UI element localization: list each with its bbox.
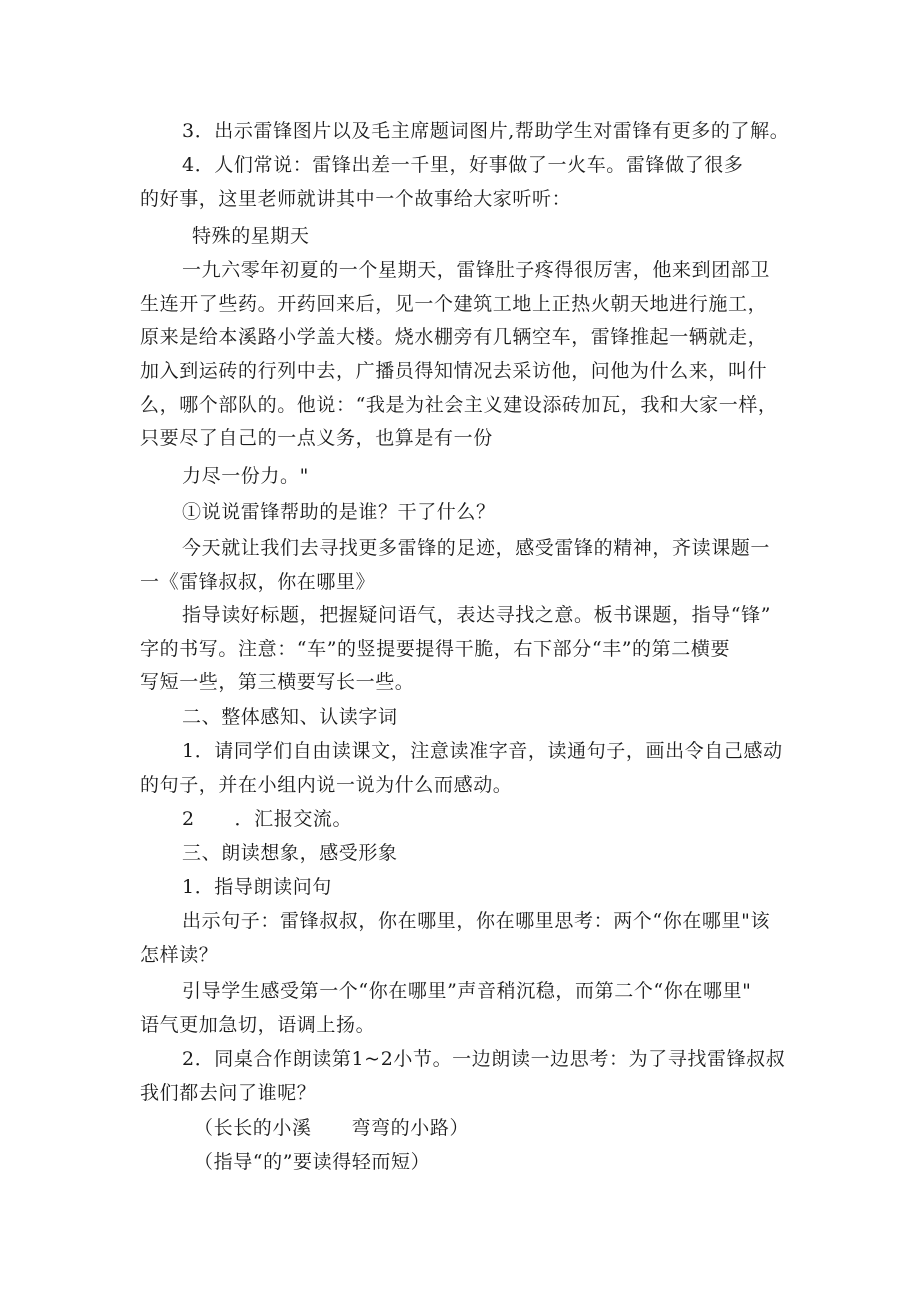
section-heading: 二、整体感知、认读字词 [182,706,398,728]
paragraph-line: 怎样读？ [140,944,219,966]
paragraph-line: 3．出示雷锋图片以及毛主席题词图片,帮助学生对雷锋有更多的了解。 [182,120,790,142]
paragraph-line: 我们都去问了谁呢？ [140,1082,317,1104]
paragraph-line: 力尽一份力。" [182,465,309,487]
paragraph-line: 2．同桌合作朗读第1~2小节。一边朗读一边思考：为了寻找雷锋叔叔 [182,1048,786,1070]
paragraph-line: 一九六零年初夏的一个星期天，雷锋肚子疼得很厉害，他来到团部卫 [182,259,771,281]
paragraph-line: 1．请同学们自由读课文，注意读准字音，读通句子，画出令自己感动 [182,740,783,762]
paragraph-line: 么，哪个部队的。他说：“我是为社会主义建设添砖加瓦，我和大家一样， [140,394,778,416]
paragraph-line: 今天就让我们去寻找更多雷锋的足迹，感受雷锋的精神，齐读课题一 [182,537,771,559]
paragraph-line: 生连开了些药。开药回来后，见一个建筑工地上正热火朝天地进行施工， [140,293,768,315]
paragraph-line: 引导学生感受第一个“你在哪里”声音稍沉稳，而第二个“你在哪里" [182,980,752,1002]
paragraph-line: 原来是给本溪路小学盖大楼。烧水棚旁有几辆空车，雷锋推起一辆就走， [140,326,768,348]
question-line: ①说说雷锋帮助的是谁？干了什么？ [182,501,496,523]
paragraph-line: 语气更加急切，语调上扬。 [140,1014,376,1036]
paragraph-line: 4．人们常说：雷锋出差一千里，好事做了一火车。雷锋做了很多 [182,154,744,176]
paragraph-line: 的好事，这里老师就讲其中一个故事给大家听听： [140,188,572,210]
paragraph-line: 1．指导朗读问句 [182,876,332,898]
paragraph-line: 一《雷锋叔叔，你在哪里》 [140,571,376,593]
paragraph-line: 写短一些，第三横要写长一些。 [140,671,415,693]
paragraph-line: 出示句子：雷锋叔叔，你在哪里，你在哪里思考：两个“你在哪里"该 [182,910,771,932]
paragraph-line: 的句子，并在小组内说一说为什么而感动。 [140,774,513,796]
paragraph-line: （指导“的”要读得轻而短） [194,1151,431,1173]
paragraph-line: 指导读好标题，把握疑问语气，表达寻找之意。板书课题，指导“锋” [182,604,772,626]
paragraph-line: 2 ．汇报交流。 [182,808,353,830]
story-title: 特殊的星期天 [192,225,310,247]
section-heading: 三、朗读想象，感受形象 [182,842,398,864]
paragraph-line: 加入到运砖的行列中去，广播员得知情况去采访他，问他为什么来，叫什 [140,360,768,382]
paragraph-line: （长长的小溪 弯弯的小路） [194,1117,470,1139]
paragraph-line: 字的书写。注意：“车”的竖提要提得干脆，右下部分“丰”的第二横要 [140,638,731,660]
paragraph-line: 只要尽了自己的一点义务，也算是有一份 [140,427,493,449]
